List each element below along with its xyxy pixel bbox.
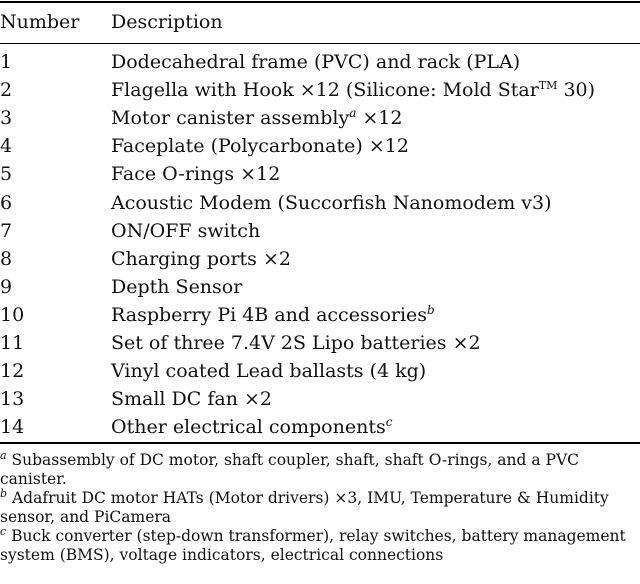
row-number: 7 xyxy=(0,219,13,242)
row-description: Depth Sensor xyxy=(111,275,243,298)
footnote-mark: c xyxy=(385,415,393,430)
row-number: 10 xyxy=(0,303,25,326)
row-number: 9 xyxy=(0,275,13,298)
row-description: Charging ports ×2 xyxy=(111,247,291,270)
row-number: 5 xyxy=(0,163,13,186)
header-rule xyxy=(0,43,640,44)
row-number: 8 xyxy=(0,247,13,270)
row-description: Flagella with Hook ×12 (Silicone: Mold Star™ 30) xyxy=(111,79,596,102)
footnote-a: $^a$ Subassembly of DC motor, shaft coupler, shaft, shaft O-rings, and a PVC canister. xyxy=(0,449,580,488)
row-number: 2 xyxy=(0,79,13,102)
top-rule xyxy=(0,1,640,3)
footnote-mark: b xyxy=(427,302,435,317)
row-description: Dodecahedral frame (PVC) and rack (PLA) xyxy=(111,51,521,73)
bottom-rule xyxy=(0,442,640,444)
row-description: Other electrical components$^c$ xyxy=(111,415,393,439)
row-description: Set of three 7.4V 2S Lipo batteries ×2 xyxy=(111,332,481,354)
row-description: Acoustic Modem (Succorfish Nanomodem v3) xyxy=(111,191,552,214)
row-number: 12 xyxy=(0,360,25,383)
footnote-c: $^c$ Buck converter (step-down transformer), relay switches, battery management system (BMS), voltage indicators, electrical connections xyxy=(0,525,626,564)
row-description: Motor canister assembly$^a$ ×12 xyxy=(111,106,403,130)
row-description: ON/OFF switch xyxy=(111,219,261,242)
header-number: Number xyxy=(0,11,80,33)
footnote-b: $^b$ Adafruit DC motor HATs (Motor drivers) ×3, IMU, Temperature & Humidity sensor, and PiCamera xyxy=(0,487,609,526)
row-description: Small DC fan ×2 xyxy=(111,388,273,411)
row-number: 11 xyxy=(0,332,25,354)
row-number: 3 xyxy=(0,107,13,130)
footnotes xyxy=(0,451,640,565)
row-description: Faceplate (Polycarbonate) ×12 xyxy=(111,135,409,158)
row-description: Face O-rings ×12 xyxy=(111,163,281,186)
row-description: Vinyl coated Lead ballasts (4 kg) xyxy=(111,360,427,383)
header-description: Description xyxy=(111,11,223,33)
row-number: 4 xyxy=(0,135,13,158)
row-number: 1 xyxy=(0,51,13,73)
footnote-mark: a xyxy=(349,106,357,121)
row-number: 6 xyxy=(0,191,13,214)
row-description: Raspberry Pi 4B and accessories$^b$ xyxy=(111,302,435,326)
trademark-mark: TM xyxy=(538,79,558,93)
row-number: 13 xyxy=(0,388,25,411)
row-number: 14 xyxy=(0,416,25,439)
